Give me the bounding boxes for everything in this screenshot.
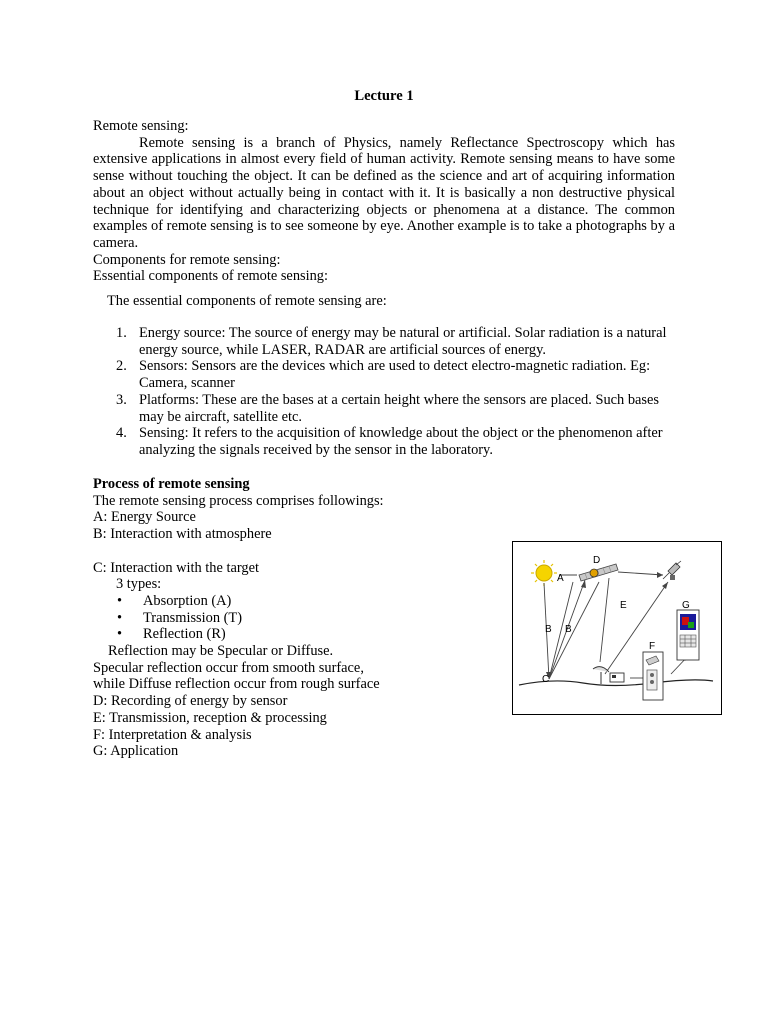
diagram-svg: [513, 542, 721, 714]
type-transmission: Transmission (T): [143, 609, 243, 626]
type-absorption: Absorption (A): [143, 592, 232, 609]
ground-station-icon: [610, 673, 624, 682]
bullet: •: [117, 609, 123, 626]
remote-sensing-heading: Remote sensing:: [93, 118, 189, 134]
reflection-note: Reflection may be Specular or Diffuse.: [108, 643, 334, 660]
label-g: G: [682, 600, 690, 611]
list-item: [108, 425, 675, 458]
step-a: A: Energy Source: [93, 509, 196, 526]
type-reflection: Reflection (R): [143, 626, 226, 643]
list-number: 4.: [116, 425, 127, 442]
list-item: [93, 626, 513, 643]
list-item: [93, 610, 513, 627]
relay-satellite-icon: [663, 561, 681, 580]
antenna-icon: [593, 667, 609, 684]
list-number: 2.: [116, 358, 127, 375]
sun-icon: [531, 560, 557, 586]
process-intro: The remote sensing process comprises followings:: [93, 492, 384, 509]
list-text: Energy source: The source of energy may be natural or artificial. Solar radiation is a natural energy source, while LASER, RADAR are artificial sources of energy.: [139, 325, 667, 358]
types-label: 3 types:: [116, 576, 162, 593]
label-f: F: [649, 641, 656, 652]
specular-line: Specular reflection occur from smooth surface,: [93, 659, 364, 676]
process-heading: Process of remote sensing: [93, 476, 250, 492]
intro-paragraph: Remote sensing is a branch of Physics, namely Reflectance Spectroscopy which has extensive applications in almost every field of human activity. Remote sensing means to have some sense without touching the object. It can be defined as the science and art of acquiring information about an object without actually being in contact with it. It is basically a non destructive physical technique for identifying and characterizing objects or phenomena at a distance. The common examples of remote sensing is to see someone by eye. Another example is to take a photographs by a camera.: [93, 134, 675, 251]
label-a: A: [557, 573, 564, 584]
process-section: [93, 476, 513, 760]
step-f: F: Interpretation & analysis: [93, 726, 252, 743]
bullet: •: [117, 592, 123, 609]
components-list: [108, 325, 675, 459]
list-text: Platforms: These are the bases at a certain height where the sensors are placed. Such bases may be aircraft, satellite etc.: [139, 391, 660, 425]
spacer: [93, 543, 513, 560]
list-item: [93, 593, 513, 610]
application-icon: [677, 610, 699, 660]
label-b2: B: [565, 624, 572, 635]
label-d: D: [593, 555, 601, 566]
essential-heading: Essential components of remote sensing:: [93, 268, 329, 285]
essential-intro: The essential components of remote sensing are:: [107, 293, 387, 309]
list-item: [108, 325, 675, 358]
step-c: C: Interaction with the target: [93, 559, 259, 576]
components-heading: Components for remote sensing:: [93, 251, 281, 268]
bullet: •: [117, 626, 123, 643]
list-item: [108, 392, 675, 425]
step-e: E: Transmission, reception & processing: [93, 709, 327, 726]
remote-sensing-diagram: [512, 541, 722, 715]
list-item: [108, 358, 675, 391]
diffuse-line: while Diffuse reflection occur from rough surface: [93, 676, 380, 693]
step-b: B: Interaction with atmosphere: [93, 526, 272, 543]
list-number: 3.: [116, 391, 127, 408]
label-e: E: [620, 600, 627, 611]
list-text: Sensors: Sensors are the devices which are used to detect electro-magnetic radiation. Eg: Camera, scanner: [139, 358, 651, 392]
page-title: Lecture 1: [354, 88, 414, 104]
label-b1: B: [545, 624, 552, 635]
list-number: 1.: [116, 325, 127, 341]
step-g: G: Application: [93, 743, 179, 760]
satellite-icon: [579, 564, 618, 581]
interpretation-icon: [643, 652, 663, 700]
label-c: C: [542, 674, 550, 685]
list-text: Sensing: It refers to the acquisition of knowledge about the object or the phenomenon after analyzing the signals received by the sensor in the laboratory.: [139, 425, 663, 458]
step-d: D: Recording of energy by sensor: [93, 693, 288, 710]
intro-section: [93, 118, 675, 285]
